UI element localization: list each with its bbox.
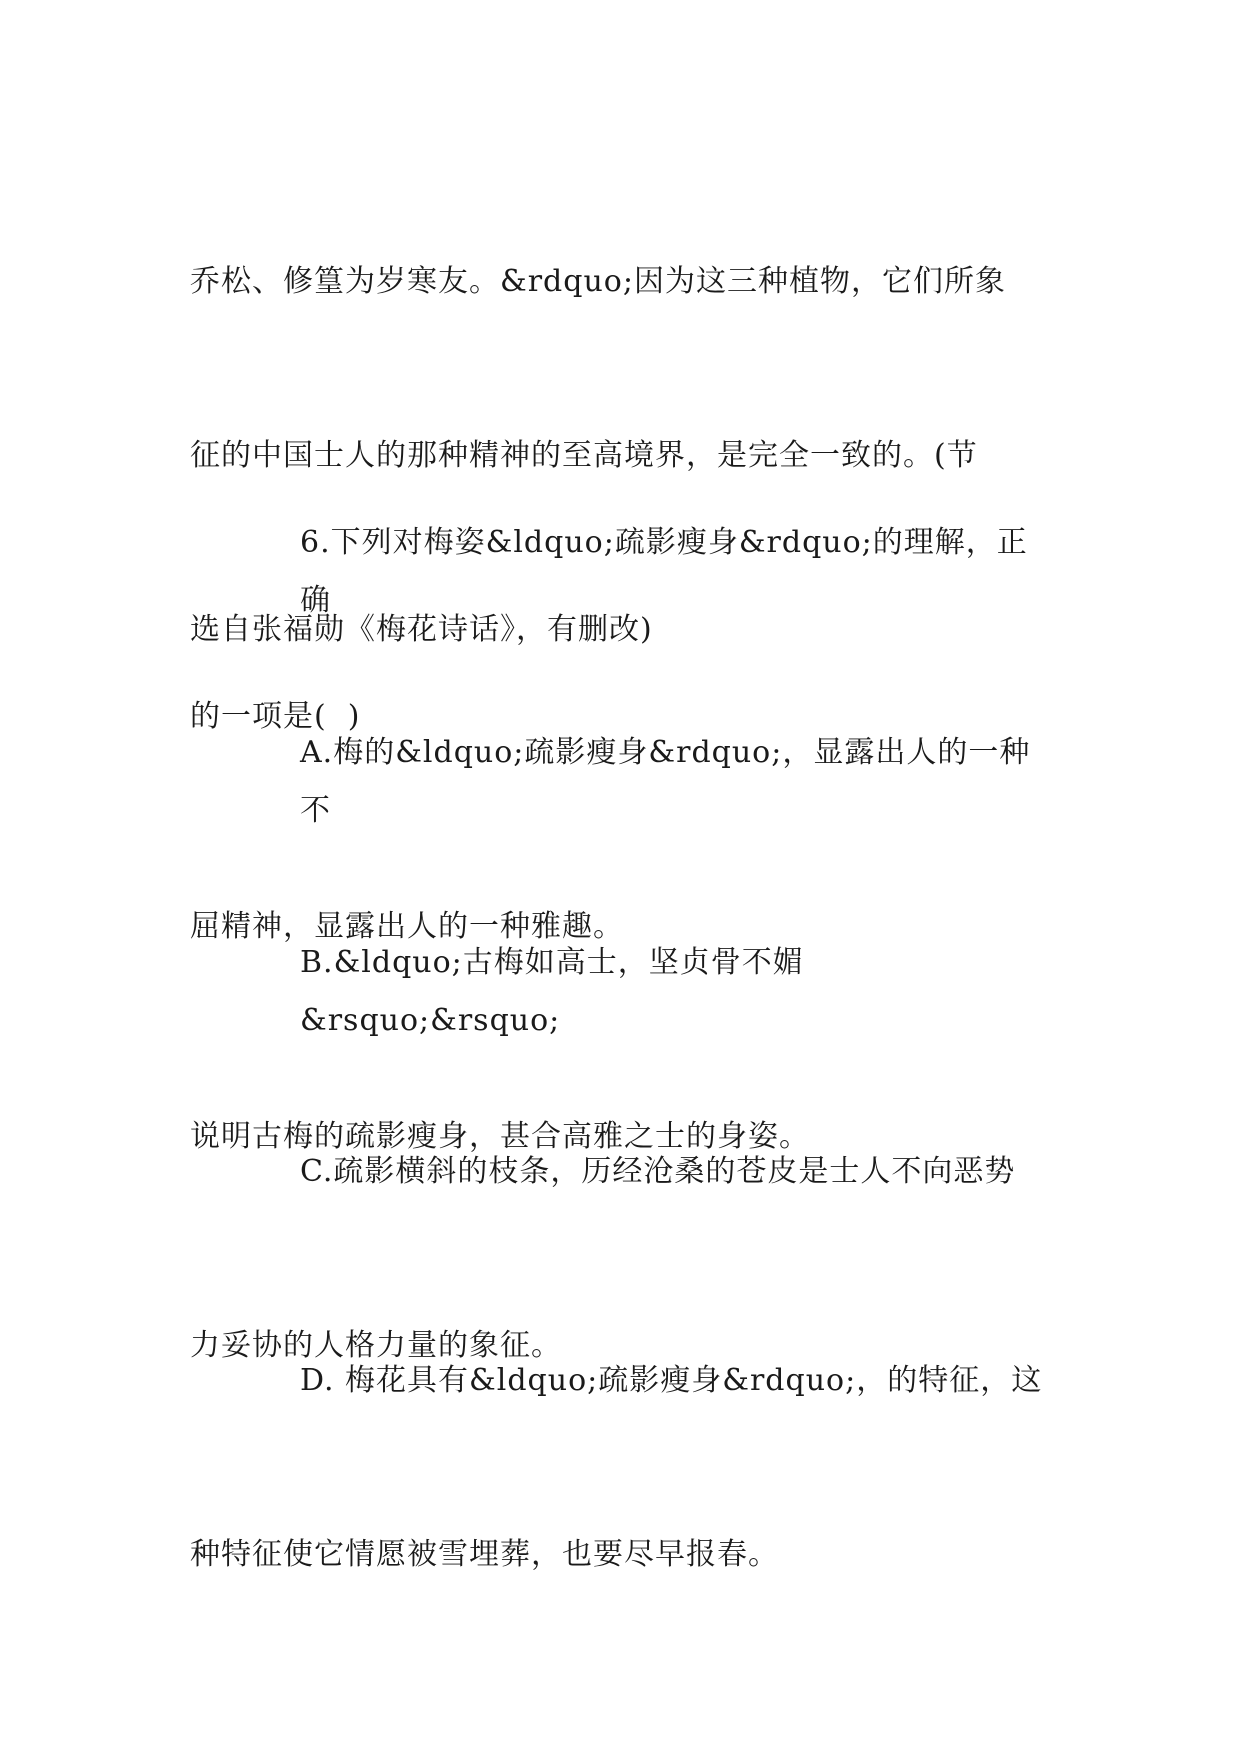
option-a-line-2: 屈精神，显露出人的一种雅趣。 [190, 909, 624, 944]
option-b-line-2: 说明古梅的疏影瘦身，甚合高雅之士的身姿。 [190, 1119, 810, 1154]
question-6-line-1: 6.下列对梅姿&ldquo;疏影瘦身&rdquo;的理解，正确 [300, 525, 1028, 618]
option-c-line-1: C.疏影横斜的枝条，历经沧桑的苍皮是士人不向恶势 [300, 1154, 1016, 1189]
intro-line-2: 征的中国士人的那种精神的至高境界，是完全一致的。(节 [190, 438, 978, 473]
question-6-line-2: 的一项是( ) [190, 699, 361, 734]
option-d-line-1: D. 梅花具有&ldquo;疏影瘦身&rdquo;，的特征，这 [300, 1363, 1043, 1398]
option-c-line-2: 力妥协的人格力量的象征。 [190, 1328, 562, 1363]
option-a-line-1: A.梅的&ldquo;疏影瘦身&rdquo;，显露出人的一种不 [300, 735, 1031, 828]
intro-line-3: 选自张福勋《梅花诗话》，有删改) [190, 612, 653, 647]
intro-line-1: 乔松、修篁为岁寒友。&rdquo;因为这三种植物，它们所象 [190, 264, 1006, 299]
option-d [190, 1236, 1050, 1700]
option-d-line-2: 种特征使它情愿被雪埋葬，也要尽早报春。 [190, 1537, 779, 1572]
option-b-line-1: B.&ldquo;古梅如高士，坚贞骨不媚&rsquo;&rsquo; [300, 945, 804, 1038]
